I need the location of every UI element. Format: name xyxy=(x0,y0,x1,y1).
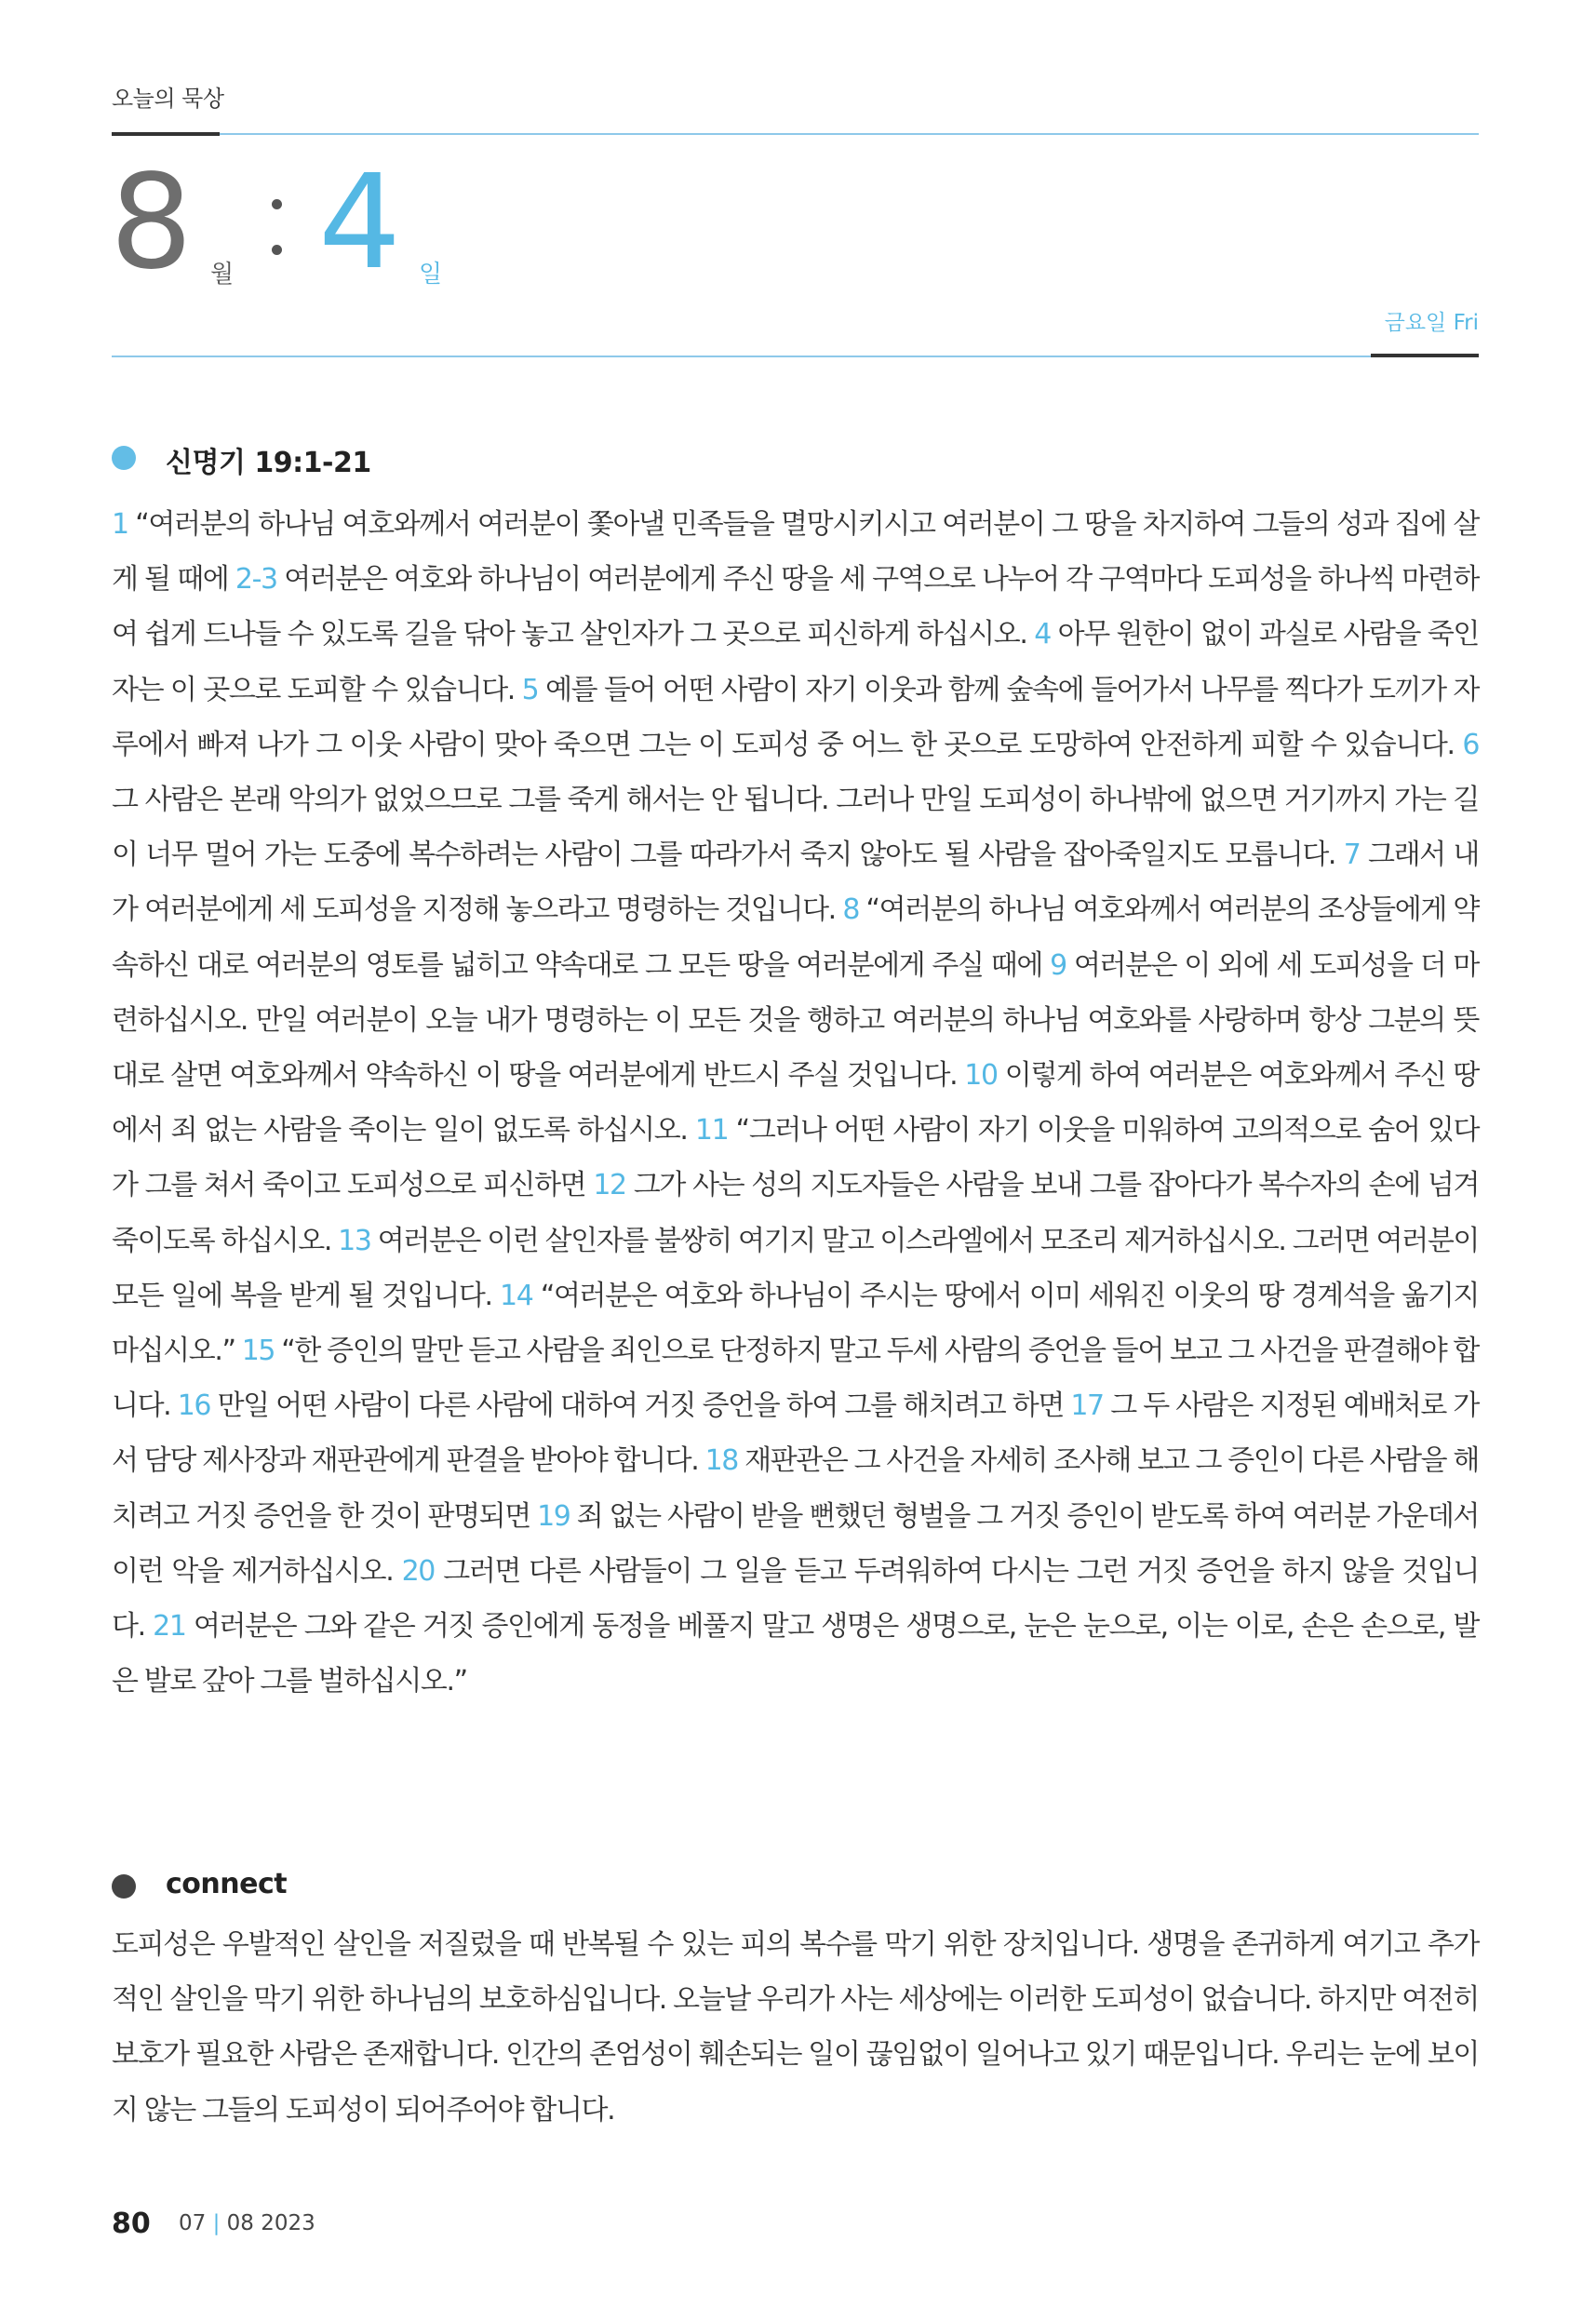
verse-text: 그가 사는 성의 지도자들은 사람을 보내 그를 잡아다가 복수자의 손에 넘겨 죽이도록 하십시오. xyxy=(112,1169,1480,1257)
verse-text: “여러분의 하나님 여호와께서 여러분이 쫓아낼 민족들을 멸망시키시고 여러분이 그 땅을 차지하여 그들의 성과 집에 살게 될 때에 xyxy=(112,508,1479,597)
date-rule-light xyxy=(112,356,1371,357)
verse-number: 13 xyxy=(338,1224,371,1257)
verse-number: 19 xyxy=(537,1499,570,1533)
verse-number: 4 xyxy=(1034,618,1051,651)
verse-number: 12 xyxy=(593,1169,626,1202)
issue-date xyxy=(179,2211,315,2235)
verse-number: 17 xyxy=(1070,1389,1104,1423)
date-month-unit: 월 xyxy=(210,261,235,288)
connect-bullet-icon xyxy=(112,1874,136,1899)
header-rule-light xyxy=(220,133,1479,135)
verse-text: 그 두 사람은 지정된 예배처로 가서 담당 제사장과 재판관에게 판결을 받아야 합니다. xyxy=(112,1389,1479,1478)
verse-number: 21 xyxy=(153,1610,186,1644)
verse-number: 11 xyxy=(694,1114,729,1147)
issue-separator: | xyxy=(212,2211,221,2235)
verse-number: 10 xyxy=(964,1059,998,1093)
verse-number: 18 xyxy=(704,1444,738,1478)
verse-text: 아무 원한이 없이 과실로 사람을 죽인 자는 이 곳으로 도피할 수 있습니다. xyxy=(112,618,1479,706)
verse-number: 7 xyxy=(1343,839,1361,872)
scripture-body xyxy=(112,497,1479,1709)
header-rule-dark xyxy=(112,132,220,136)
date-day-unit: 일 xyxy=(419,261,443,288)
connect-heading: connect xyxy=(166,1868,288,1900)
section-label: 오늘의 묵상 xyxy=(112,86,224,112)
verse-number: 16 xyxy=(177,1389,211,1423)
verse-text: 여러분은 여호와 하나님이 여러분에게 주신 땅을 세 구역으로 나누어 각 구역마다 도피성을 하나씩 마련하여 쉽게 드나들 수 있도록 길을 닦아 놓고 살인자가 그 곳으로 피신하게 하십시오. xyxy=(112,563,1480,651)
verse-text: “여러분은 여호와 하나님이 주시는 땅에서 이미 세워진 이웃의 땅 경계석을 옮기지 마십시오.” xyxy=(112,1279,1480,1368)
verse-number: 20 xyxy=(401,1554,435,1588)
verse-number: 5 xyxy=(521,673,539,706)
date-colon xyxy=(272,199,285,290)
verse-number: 6 xyxy=(1462,728,1480,761)
verse-number: 15 xyxy=(241,1335,275,1368)
scripture-reference: 신명기 19:1-21 xyxy=(166,447,371,479)
date-rule-dark xyxy=(1371,354,1479,357)
verse-text: “한 증인의 말만 듣고 사람을 죄인으로 단정하지 말고 두세 사람의 증언을 들어 보고 그 사건을 판결해야 합니다. xyxy=(112,1335,1479,1423)
verse-number: 9 xyxy=(1050,948,1066,982)
verse-text: 여러분은 이런 살인자를 불쌍히 여기지 말고 이스라엘에서 모조리 제거하십시오. 그러면 여러분이 모든 일에 복을 받게 될 것입니다. xyxy=(112,1224,1479,1312)
verse-text: 여러분은 그와 같은 거짓 증인에게 동정을 베풀지 말고 생명은 생명으로, 눈은 눈으로, 이는 이로, 손은 손으로, 발은 발로 갚아 그를 벌하십시오.” xyxy=(112,1610,1479,1698)
verse-number: 1 xyxy=(112,508,128,541)
issue-month: 07 xyxy=(179,2211,207,2235)
verse-number: 2-3 xyxy=(235,563,277,597)
verse-text: 이렇게 하여 여러분은 여호와께서 주신 땅에서 죄 없는 사람을 죽이는 일이 없도록 하십시오. xyxy=(112,1059,1479,1147)
verse-text: 예를 들어 어떤 사람이 자기 이웃과 함께 숲속에 들어가서 나무를 찍다가 도끼가 자루에서 빠져 나가 그 이웃 사람이 맞아 죽으면 그는 이 도피성 중 어느 한 곳으로 도망하여 안전하게 피할 수 있습니다. xyxy=(112,673,1479,761)
verse-text: 재판관은 그 사건을 자세히 조사해 보고 그 증인이 다른 사람을 해치려고 거짓 증언을 한 것이 판명되면 xyxy=(112,1444,1479,1533)
page-number: 80 xyxy=(112,2207,151,2240)
issue-rest: 08 2023 xyxy=(226,2211,315,2235)
weekday-label: 금요일 Fri xyxy=(1384,311,1479,335)
verse-text: “여러분의 하나님 여호와께서 여러분의 조상들에게 약속하신 대로 여러분의 영토를 넓히고 약속대로 그 모든 땅을 여러분에게 주실 때에 xyxy=(112,893,1479,982)
verse-number: 14 xyxy=(500,1279,533,1312)
verse-text: 그 사람은 본래 악의가 없었으므로 그를 죽게 해서는 안 됩니다. 그러나 만일 도피성이 하나밖에 없으면 거기까지 가는 길이 너무 멀어 가는 도중에 복수하려는 사람이 그를 따라가서 죽지 않아도 될 사람을 잡아죽일지도 모릅니다. xyxy=(112,784,1479,872)
verse-number: 8 xyxy=(842,893,860,927)
scripture-bullet-icon xyxy=(112,446,136,470)
verse-text: 죄 없는 사람이 받을 뻔했던 형벌을 그 거짓 증인이 받도록 하여 여러분 가운데서 이런 악을 제거하십시오. xyxy=(112,1499,1479,1588)
verse-text: “그러나 어떤 사람이 자기 이웃을 미워하여 고의적으로 숨어 있다가 그를 쳐서 죽이고 도피성으로 피신하면 xyxy=(112,1114,1480,1202)
connect-body: 도피성은 우발적인 살인을 저질렀을 때 반복될 수 있는 피의 복수를 막기 위한 장치입니다. 생명을 존귀하게 여기고 추가적인 살인을 막기 위한 하나님의 보호하심입니다. 오늘날 우리가 사는 세상에는 이러한 도피성이 없습니다. 하지만 여전히 보호가 필요한 사람은 존재합니다. 인간의 존엄성이 훼손되는 일이 끊임없이 일어나고 있기 때문입니다. 우리는 눈에 보이지 않는 그들의 도피성이 되어주어야 합니다. xyxy=(112,1928,1479,2127)
date-month: 8 xyxy=(110,147,194,299)
date-day: 4 xyxy=(318,147,402,299)
verse-text: 만일 어떤 사람이 다른 사람에 대하여 거짓 증언을 하여 그를 해치려고 하면 xyxy=(217,1389,1064,1423)
verse-text: 여러분은 이 외에 세 도피성을 더 마련하십시오. 만일 여러분이 오늘 내가 명령하는 이 모든 것을 행하고 여러분의 하나님 여호와를 사랑하며 항상 그분의 뜻대로 살면 여호와께서 약속하신 이 땅을 여러분에게 반드시 주실 것입니다. xyxy=(112,948,1480,1093)
verse-text: 그래서 내가 여러분에게 세 도피성을 지정해 놓으라고 명령하는 것입니다. xyxy=(112,839,1480,927)
verse-text: 그러면 다른 사람들이 그 일을 듣고 두려워하여 다시는 그런 거짓 증언을 하지 않을 것입니다. xyxy=(112,1554,1480,1644)
